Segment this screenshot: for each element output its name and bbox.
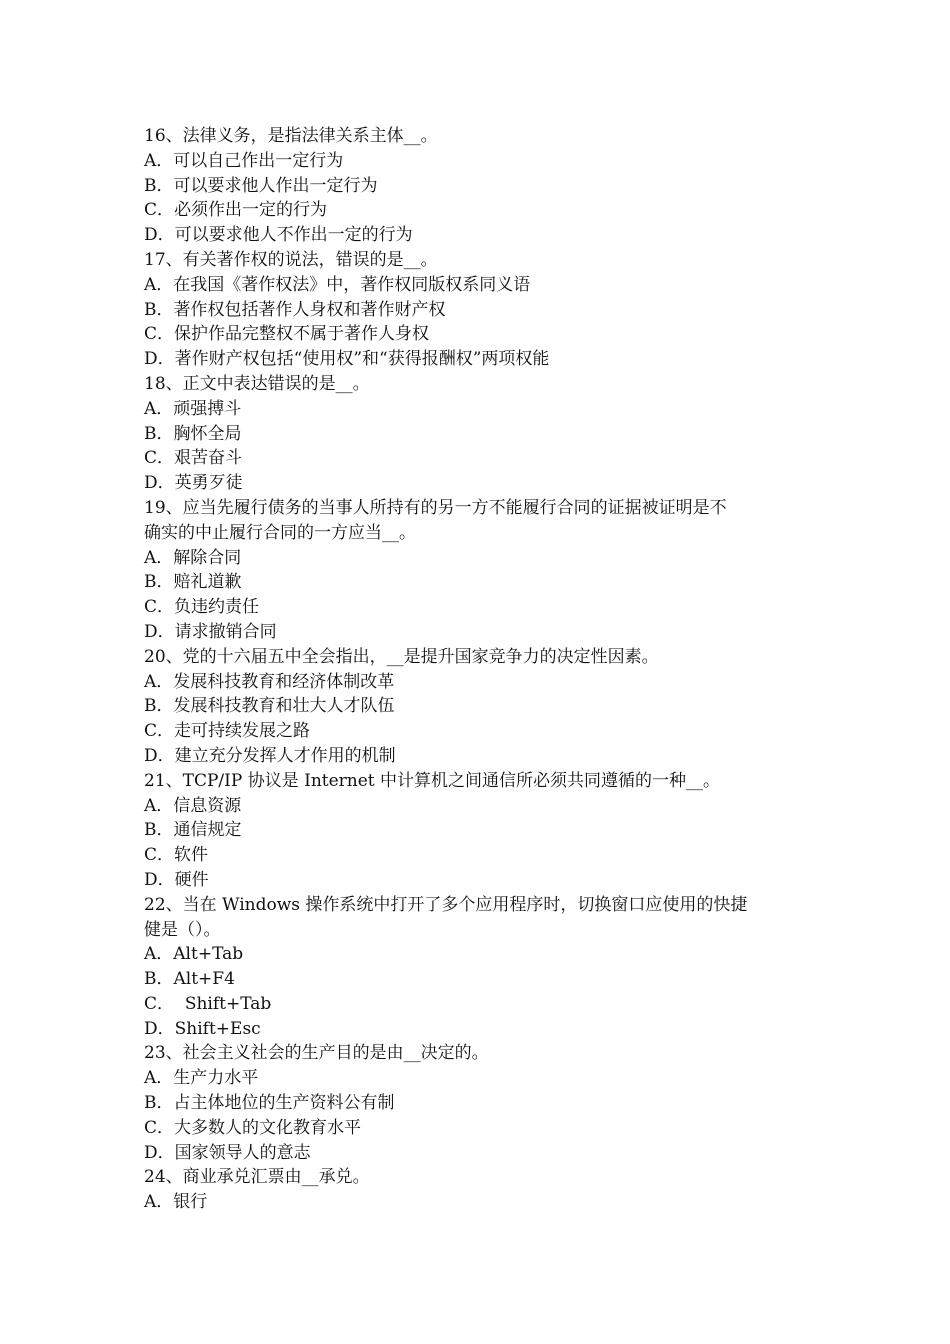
option-23-b: B．占主体地位的生产资料公有制 [144,1093,395,1114]
question-19-line-1: 19、应当先履行债务的当事人所持有的另一方不能履行合同的证据被证明是不 [144,497,727,518]
question-24: 24、商业承兑汇票由__承兑。 [144,1167,370,1188]
option-21-a: A．信息资源 [144,795,242,816]
question-22-line-1: 22、当在 Windows 操作系统中打开了多个应用程序时，切换窗口应使用的快捷 [144,894,748,915]
option-21-d: D．硬件 [144,869,209,890]
option-22-d: D．Shift+Esc [144,1018,261,1039]
option-23-c: C．大多数人的文化教育水平 [144,1117,362,1138]
option-17-c: C．保护作品完整权不属于著作人身权 [144,324,430,345]
option-22-c: C． Shift+Tab [144,993,272,1014]
option-21-c: C．软件 [144,845,209,866]
question-19-line-2: 确实的中止履行合同的一方应当__。 [144,522,416,543]
question-22-line-2: 健是（）。 [144,919,221,940]
option-23-d: D．国家领导人的意志 [144,1142,311,1163]
option-23-a: A．生产力水平 [144,1068,259,1089]
option-18-d: D．英勇歹徒 [144,473,243,494]
document-body [144,124,814,1215]
option-16-d: D．可以要求他人不作出一定的行为 [144,225,413,246]
option-20-b: B．发展科技教育和壮大人才队伍 [144,696,395,717]
option-17-a: A．在我国《著作权法》中，著作权同版权系同义语 [144,274,531,295]
option-19-b: B．赔礼道歉 [144,572,242,593]
option-22-b: B．Alt+F4 [144,969,235,990]
option-16-a: A．可以自己作出一定行为 [144,150,344,171]
option-16-b: B．可以要求他人作出一定行为 [144,175,378,196]
option-24-a: A．银行 [144,1192,208,1213]
option-17-b: B．著作权包括著作人身权和著作财产权 [144,299,446,320]
option-20-c: C．走可持续发展之路 [144,721,311,742]
option-19-c: C．负违约责任 [144,597,260,618]
question-16: 16、法律义务，是指法律关系主体__。 [144,126,438,146]
option-17-d: D．著作财产权包括“使用权”和“获得报酬权”两项权能 [144,349,550,370]
option-18-a: A．顽强搏斗 [144,398,242,419]
question-23: 23、社会主义社会的生产目的是由__决定的。 [144,1043,489,1064]
option-19-a: A．解除合同 [144,547,242,568]
question-18: 18、正文中表达错误的是__。 [144,373,370,394]
option-16-c: C．必须作出一定的行为 [144,200,328,221]
option-20-d: D．建立充分发挥人才作用的机制 [144,745,396,766]
option-22-a: A．Alt+Tab [144,944,244,965]
option-21-b: B．通信规定 [144,820,242,841]
question-20: 20、党的十六届五中全会指出，__是提升国家竞争力的决定性因素。 [144,646,659,667]
option-18-b: B．胸怀全局 [144,423,242,444]
option-20-a: A．发展科技教育和经济体制改革 [144,671,395,692]
question-17: 17、有关著作权的说法，错误的是__。 [144,249,438,270]
option-19-d: D．请求撤销合同 [144,621,277,642]
question-21: 21、TCP/IP 协议是 Internet 中计算机之间通信所必须共同遵循的一种__。 [144,770,721,791]
option-18-c: C．艰苦奋斗 [144,448,243,469]
